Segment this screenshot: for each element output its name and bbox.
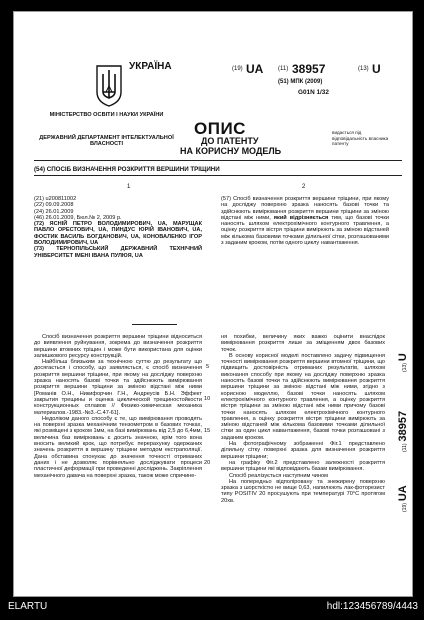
invention-title: (54) СПОСІБ ВИЗНАЧЕННЯ РОЗКРИТТЯ ВЕРШИНИ ТРІЩИНИ [34, 166, 220, 173]
subtitle-line-1: ДО ПАТЕНТУ [201, 136, 259, 146]
field-24: (24) 26.01.2009 [34, 208, 74, 215]
paragraph: На попередньо відполіровану та знежирену поверхню зразка з шорсткістю не вище 0,63, напилюють лак-фоторезист типу POSITIV 20 просушують при температурі 70°С протягом 20хв. [221, 478, 385, 504]
kind-code: U [372, 62, 381, 76]
line-mark: 15 [204, 428, 211, 434]
vertical-patent-number [397, 411, 409, 452]
line-mark: 10 [204, 396, 211, 402]
paragraph: Найбільш близьким за технічною суттю до результату що досягається і способу, що заявляється, є спосіб визначення розкриття вершини тріщини, при якому на досліджу поверхню зразка наносять базові точки та здійснюють вимірювання розкриття вершини тріщини за зміною відстані між ними [Романів О.Н., Никифорчин Г.Н., Андреусів Б.Н. Эффект закрытия трещины и оценка циклической трещиностойкости конструкционных сплавов // Физико-химическая механика материалов.-1983.-№3.-С.47-61]. [34, 359, 202, 416]
paragraph: Спосіб визначення розкриття вершини тріщини відноситься до виявлення руйнування, зокрема до визначення розкриття вершини втомних тріщин і може бути використана для оцінки залишкового ресурсу конструкцій. [34, 334, 202, 359]
divider-title [34, 175, 402, 176]
claim-text-a: (57) Спосіб визначення розкриття вершини тріщини, при якому на досліджу поверхню зразка наносять базові точки та здійснюють вимірювання розкриття вершини тріщини за зміною відстані між ними, [221, 196, 389, 221]
line-mark: 5 [206, 364, 210, 370]
code-19: (19) [232, 66, 243, 72]
country-name: УКРАЇНА [129, 61, 172, 72]
country-code: UA [246, 62, 264, 76]
claim-57 [221, 196, 389, 246]
field-22: (22) 09.09.2008 [34, 202, 74, 209]
ipc-class: G01N 1/32 [298, 89, 329, 96]
field-46: (46) 26.01.2009, Бюл.№ 2, 2009 р. [34, 214, 122, 221]
ipc-label: (51) МПК (2009) [278, 79, 323, 85]
paragraph: ня похибки, величину яких важко оцінити внаслідок вимірювання розкриття лише за зміщенням двох базових точок. [221, 334, 385, 353]
document-title: ОПИС [194, 119, 246, 138]
document-page [13, 11, 413, 597]
description-right-column [221, 334, 385, 504]
divider-top [34, 160, 402, 161]
column-number-1: 1 [127, 184, 131, 190]
vertical-number: 38957 [397, 410, 409, 442]
line-mark: 20 [204, 460, 211, 466]
department-name: ДЕРЖАВНИЙ ДЕПАРТАМЕНТ ІНТЕЛЕКТУАЛЬНОЇ ВЛАСНОСТІ [39, 135, 174, 148]
vertical-kind: U [397, 353, 409, 362]
field-21: (21) u200811002 [34, 196, 77, 202]
vertical-code-19: (19) [402, 503, 408, 512]
vertical-country-code: UA [397, 485, 409, 502]
column-number-2: 2 [302, 184, 306, 190]
claim-text-b: який відрізняється [273, 214, 329, 221]
vertical-code-13: (13) [402, 363, 408, 372]
vertical-country [397, 485, 409, 512]
vertical-code-11: (11) [402, 443, 408, 452]
coat-of-arms-trident [94, 64, 124, 108]
paragraph: Недоліком даного способу є те, що вимірювання проводять на поверхні зразка механічним тензометром в базових точках, які розміщені з кроком 1мм, на базі вимірювань від 2,5 до 6,4мм, величина баз вимірювань є досить значною, крім того вона вносить великий крок, що потребує перерахунку одержаних значень розкриття в вершину тріщини методом екстраполяції. Дана обставина спонукає до значення точності отриманих даних і не дозволяє порівняльно досліджувати процеси пластичної деформації при проведенні досліджень. Закріплення механічного давача на поверхні зразка, також може спричине- [34, 415, 202, 479]
paragraph: На фотографічному зображенні Фіг.1 представлено ділильну сітку поверхні зразка для визначення розкриття вершини тріщини; [221, 441, 385, 460]
vertical-patent-id [397, 353, 409, 372]
code-13: (13) [358, 66, 369, 72]
footer-source: ELARTU [8, 601, 48, 612]
field-73-owner: (73) ТЕРНОПІЛЬСЬКИЙ ДЕРЖАВНИЙ ТЕХНІЧНИЙ УНІВЕРСИТЕТ ІМЕНІ ІВАНА ПУЛЮЯ, UA [34, 246, 202, 259]
footer-handle[interactable]: hdl:123456789/4443 [326, 601, 418, 612]
subtitle-line-2: НА КОРИСНУ МОДЕЛЬ [180, 146, 282, 156]
code-11: (11) [278, 66, 289, 72]
ministry-name: МІНІСТЕРСТВО ОСВІТИ І НАУКИ УКРАЇНИ [49, 112, 164, 118]
description-left-column [34, 334, 202, 479]
paragraph: В основу корисної моделі поставлено задачу підвищення точності вимірювання розкриття вершини втомної тріщини, що підвищить достовірність отриманих результатів, шляхом виконання способу при якому на досліджу поверхню зразка наносять базові точки та здійснюють вимірювання розкриття вершини тріщини за зміною відстані між ними, згідно з корисною моделлю, базові точки наносять шляхом електрохімічного контурного травлення, а оцінку розкриття вістря тріщини за зміною відстані між ними причому базові точки наносять шляхом електрохімічного контурного травлення, а оцінку розкриття вістря тріщини вимірюють за зміною відстаней між кількома базовими точками ділильної сітки за один цикл навантаження, базові точки розташовані з заданим кроком. [221, 352, 385, 441]
patent-number: 38957 [292, 62, 326, 76]
side-note: видається під відповідальність власника патенту [332, 130, 389, 146]
claim-text-c: тим, що базові точки наносять шляхом електрохімічного контурного травлення, а оцінку розкриття вістря тріщини вимірюють за зміною відстаней між кількома базовими точками ділильної сітки, розташованими з заданим кроком, потім одного циклу навантаження. [221, 214, 389, 247]
field-72-inventors: (72) ЯСНІЙ ПЕТРО ВОЛОДИМИРОВИЧ, UA, МАРУЩАК ПАВЛО ОРЕСТОВИЧ, UA, ПИНДУС ЮРІЙ ІВАНОВИЧ, UA, ФОСТИК ВАСИЛЬ БОГДАНОВИЧ, UA, КОНОВАЛЕНКО ІГОР ВОЛОДИМИРОВИЧ, UA [34, 221, 202, 247]
paragraph: на графіку Фіг.2 представлено залежності розкриття вершини тріщини які відповідають базам вимірювання. [221, 459, 385, 473]
paragraph: Спосіб реалізується наступним чином [229, 472, 328, 479]
short-divider [132, 324, 177, 325]
bibliographic-data [34, 196, 202, 259]
